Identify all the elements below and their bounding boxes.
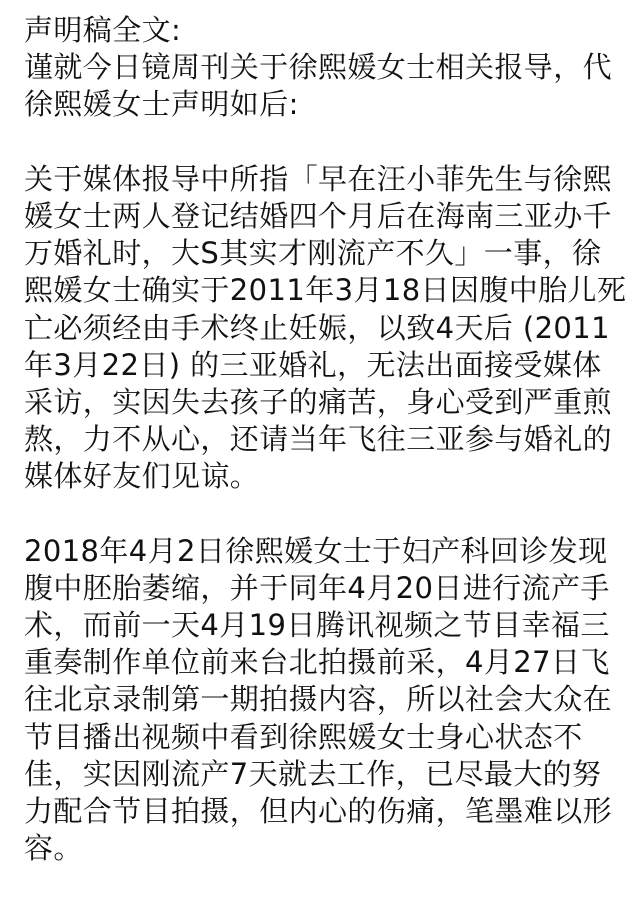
paragraph-line: 节目播出视频中看到徐熙媛女士身心状态不 [24, 719, 583, 754]
paragraph-line: 媒体好友们见谅。 [24, 459, 260, 494]
paragraph-gap [24, 124, 624, 161]
paragraph-line: 熬，力不从心，还请当年飞往三亚参与婚礼的 [24, 422, 613, 457]
paragraph-line: 力配合节目拍摄，但内心的伤痛，笔墨难以形 [24, 793, 613, 828]
paragraph-line: 容。 [24, 831, 83, 866]
paragraph-line: 腹中胚胎萎缩，并于同年4月20日进行流产手 [24, 570, 610, 605]
paragraph-line: 万婚礼时，大S其实才刚流产不久」一事，徐 [24, 236, 602, 271]
paragraph-line: 熙媛女士确实于2011年3月18日因腹中胎儿死 [24, 273, 627, 308]
paragraph-line: 媛女士两人登记结婚四个月后在海南三亚办千 [24, 198, 613, 233]
paragraph-line: 佳，实因刚流产7天就去工作，已尽最大的努 [24, 756, 602, 791]
paragraph-gap [24, 495, 624, 532]
paragraph-line: 术，而前一天4月19日腾讯视频之节目幸福三 [24, 608, 610, 642]
intro-line: 谨就今日镜周刊关于徐熙媛女士相关报导，代 [24, 50, 613, 85]
paragraph-2018-miscarriage [24, 533, 624, 868]
paragraph-line: 年3月22日) 的三亚婚礼，无法出面接受媒体 [24, 347, 602, 382]
statement-heading: 声明稿全文: [24, 13, 182, 47]
intro-line: 徐熙媛女士声明如后: [24, 87, 299, 122]
statement-text [24, 12, 627, 867]
paragraph-line: 2018年4月2日徐熙媛女士于妇产科回诊发现 [24, 533, 608, 568]
paragraph-line: 关于媒体报导中所指「早在汪小菲先生与徐熙 [24, 161, 613, 196]
paragraph-line: 往北京录制第一期拍摄内容，所以社会大众在 [24, 682, 613, 717]
paragraph-line: 亡必须经由手术终止妊娠，以致4天后 (2011 [24, 310, 610, 345]
paragraph-2011-miscarriage [24, 161, 627, 496]
paragraph-line: 采访，实因失去孩子的痛苦，身心受到严重煎 [24, 384, 613, 419]
paragraph-line: 重奏制作单位前来台北拍摄前采，4月27日飞 [24, 645, 610, 680]
